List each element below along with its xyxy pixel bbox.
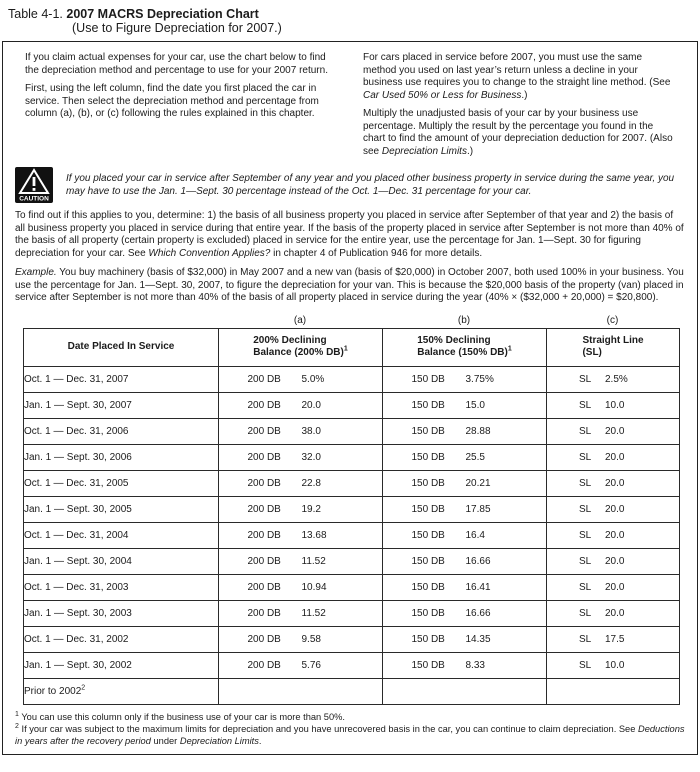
sl-cell	[547, 522, 680, 548]
text-segment: .	[258, 735, 262, 746]
date-placed-cell	[24, 444, 219, 470]
sl-cell	[547, 470, 680, 496]
header-label: 150% Declining	[417, 334, 491, 346]
depreciation-table-section	[23, 314, 679, 705]
percentage-value: 11.52	[301, 555, 326, 567]
method-label: SL	[579, 581, 592, 593]
title-main: 2007 MACRS Depreciation Chart	[66, 7, 259, 21]
percentage-value: 19.2	[301, 503, 321, 515]
method-label: 150 DB	[411, 581, 445, 593]
table-row	[24, 626, 680, 652]
sl-cell	[547, 600, 680, 626]
percentage-value: 13.68	[301, 529, 327, 541]
header-200db	[219, 328, 383, 366]
intro-columns	[25, 52, 675, 158]
date-label: Jan. 1 — Sept. 30, 2006	[24, 451, 132, 463]
db200-cell	[219, 496, 383, 522]
text-segment: .)	[466, 145, 474, 157]
method-label: 200 DB	[247, 581, 281, 593]
percentage-value: 11.52	[301, 607, 326, 619]
italic-reference: Which Convention Applies?	[148, 247, 271, 259]
intro-left-column	[25, 52, 337, 158]
intro-right-column	[363, 52, 675, 158]
header-150db	[383, 328, 547, 366]
title-subtitle: (Use to Figure Depreciation for 2007.)	[72, 21, 282, 35]
sl-cell	[547, 418, 680, 444]
date-placed-cell	[24, 392, 219, 418]
method-label: SL	[579, 503, 592, 515]
depreciation-table	[23, 328, 680, 705]
table-row	[24, 574, 680, 600]
footnote-marker: 2	[81, 684, 86, 692]
date-label: Jan. 1 — Sept. 30, 2003	[24, 607, 132, 619]
percentage-value: 20.21	[465, 477, 491, 489]
method-label: SL	[579, 555, 592, 567]
date-placed-cell	[24, 652, 219, 678]
example-paragraph	[15, 267, 685, 305]
footnotes	[15, 711, 685, 747]
percentage-value: 15.0	[465, 399, 485, 411]
method-label: 200 DB	[247, 555, 281, 567]
percentage-value: 20.0	[605, 529, 625, 541]
db200-cell	[219, 444, 383, 470]
percentage-value: 9.58	[301, 633, 321, 645]
table-row	[24, 600, 680, 626]
method-label: 150 DB	[411, 503, 445, 515]
italic-reference: Depreciation Limits	[381, 145, 467, 157]
method-label: 150 DB	[411, 659, 445, 671]
percentage-value: 5.76	[301, 659, 321, 671]
db150-cell	[383, 600, 547, 626]
db150-cell	[383, 444, 547, 470]
percentage-value: 2.5%	[605, 373, 628, 385]
date-label: Jan. 1 — Sept. 30, 2005	[24, 503, 132, 515]
title-line	[8, 7, 700, 21]
method-label: SL	[579, 529, 592, 541]
date-label: Jan. 1 — Sept. 30, 2004	[24, 555, 132, 567]
date-placed-cell	[24, 678, 219, 704]
footnote-marker: 1	[15, 710, 19, 718]
percentage-value: 22.8	[301, 477, 321, 489]
percentage-value: 20.0	[605, 581, 625, 593]
db200-cell	[219, 678, 383, 704]
table-row	[24, 366, 680, 392]
table-title	[0, 0, 700, 40]
sl-cell	[547, 652, 680, 678]
table-row	[24, 496, 680, 522]
sl-cell	[547, 366, 680, 392]
db150-cell	[383, 496, 547, 522]
method-label: SL	[579, 399, 592, 411]
method-label: 150 DB	[411, 399, 445, 411]
method-label: SL	[579, 373, 592, 385]
table-row	[24, 444, 680, 470]
intro-left-paragraph-2: First, using the left column, find the date you first placed the car in service. Then select the depreciation method and percentage from column (a), (b), or (c) following the rules explained in this chapter.	[25, 83, 319, 119]
date-placed-cell	[24, 574, 219, 600]
header-label: Balance (150% DB)	[417, 347, 508, 358]
title-prefix: Table 4-1.	[8, 7, 63, 21]
method-label: SL	[579, 659, 592, 671]
db200-cell	[219, 392, 383, 418]
column-letter-row	[23, 314, 679, 328]
percentage-value: 16.66	[465, 555, 491, 567]
italic-reference: Depreciation Limits	[179, 735, 259, 746]
caution-icon	[15, 167, 53, 203]
table-row	[24, 470, 680, 496]
table-row	[24, 418, 680, 444]
percentage-value: 5.0%	[301, 373, 325, 385]
header-label: Balance (200% DB)	[253, 347, 344, 358]
percentage-value: 16.4	[465, 529, 485, 541]
header-label: 200% Declining	[253, 334, 327, 346]
method-label: 200 DB	[247, 607, 281, 619]
date-label: Oct. 1 — Dec. 31, 2003	[24, 581, 129, 593]
date-label: Oct. 1 — Dec. 31, 2006	[24, 425, 129, 437]
percentage-value: 16.66	[465, 607, 491, 619]
db200-cell	[219, 418, 383, 444]
date-placed-cell	[24, 418, 219, 444]
method-label: SL	[579, 633, 592, 645]
db150-cell	[383, 470, 547, 496]
percentage-value: 20.0	[605, 555, 625, 567]
table-row	[24, 548, 680, 574]
sl-cell	[547, 574, 680, 600]
method-label: 150 DB	[411, 555, 445, 567]
text-segment: in chapter 4 of Publication 946 for more details.	[270, 247, 483, 259]
percentage-value: 38.0	[301, 425, 321, 437]
header-date-placed	[24, 328, 219, 366]
text-segment: under	[150, 735, 180, 746]
date-label: Oct. 1 — Dec. 31, 2002	[24, 633, 129, 645]
percentage-value: 32.0	[301, 451, 321, 463]
text-segment: Multiply the unadjusted basis of your car by your business use percentage. Multiply the result by the percentage you found in the chart to find the amount of your depreciation deduction for 2007. (Also see	[363, 108, 673, 157]
date-label: Prior to 2002	[24, 685, 82, 697]
text-segment: You buy machinery (basis of $32,000) in May 2007 and a new van (basis of $20,000) in October 2007, both used 100% in your business. You use the percentage for Jan. 1—Sept. 30, 2007, to figure the depreciation for your van. This is because the $20,000 basis of the property (van) placed in service after September is not more than 40% of the basis of all property placed in service during the year (40% × ($32,000 + 20,000) = $20,800).	[15, 267, 684, 303]
db150-cell	[383, 678, 547, 704]
percentage-value: 20.0	[605, 477, 625, 489]
italic-reference: Car Used 50% or Less for Business	[363, 89, 522, 101]
example-lead: Example.	[15, 267, 57, 278]
date-placed-cell	[24, 600, 219, 626]
percentage-value: 17.85	[465, 503, 491, 515]
db150-cell	[383, 574, 547, 600]
method-label: SL	[579, 477, 592, 489]
method-label: 150 DB	[411, 529, 445, 541]
header-label: Straight Line	[582, 334, 644, 346]
method-label: 200 DB	[247, 503, 281, 515]
percentage-value: 10.94	[301, 581, 327, 593]
db200-cell	[219, 652, 383, 678]
intro-left-paragraph-1: If you claim actual expenses for your car, use the chart below to find the depreciation method and percentage to use for your 2007 return.	[25, 52, 328, 76]
table-row	[24, 652, 680, 678]
date-label: Jan. 1 — Sept. 30, 2002	[24, 659, 132, 671]
intro-right-paragraph-2	[363, 108, 675, 158]
method-label: 150 DB	[411, 607, 445, 619]
method-label: 200 DB	[247, 633, 281, 645]
text-segment: .)	[521, 89, 528, 101]
percentage-value: 10.0	[605, 399, 625, 411]
db200-cell	[219, 548, 383, 574]
table-body	[24, 366, 680, 704]
db150-cell	[383, 418, 547, 444]
italic-reference: Deductions in years after the recovery period	[15, 723, 685, 746]
date-label: Jan. 1 — Sept. 30, 2007	[24, 399, 132, 411]
convention-paragraph	[15, 210, 685, 260]
column-letter-c: (c)	[606, 314, 619, 326]
method-label: 200 DB	[247, 659, 281, 671]
method-label: 150 DB	[411, 425, 445, 437]
db200-cell	[219, 366, 383, 392]
percentage-value: 28.88	[465, 425, 491, 437]
date-placed-cell	[24, 522, 219, 548]
db200-cell	[219, 626, 383, 652]
date-placed-cell	[24, 548, 219, 574]
table-header	[24, 328, 680, 366]
header-label: Date Placed In Service	[67, 340, 175, 352]
table-row	[24, 678, 680, 704]
sl-cell	[547, 626, 680, 652]
intro-right-paragraph-1	[363, 52, 675, 102]
date-label: Oct. 1 — Dec. 31, 2007	[24, 373, 129, 385]
db150-cell	[383, 392, 547, 418]
date-placed-cell	[24, 366, 219, 392]
footnote-marker: 2	[15, 722, 19, 730]
spacer	[23, 314, 218, 328]
column-letter-a: (a)	[293, 314, 307, 326]
percentage-value: 20.0	[605, 425, 625, 437]
db150-cell	[383, 652, 547, 678]
sl-cell	[547, 444, 680, 470]
method-label: 150 DB	[411, 477, 445, 489]
header-label: (SL)	[582, 347, 602, 358]
sl-cell	[547, 678, 680, 704]
sl-cell	[547, 392, 680, 418]
method-label: SL	[579, 451, 592, 463]
percentage-value: 20.0	[605, 451, 625, 463]
db150-cell	[383, 548, 547, 574]
method-label: 150 DB	[411, 451, 445, 463]
footnote-marker: 1	[343, 345, 348, 353]
method-label: SL	[579, 425, 592, 437]
method-label: 150 DB	[411, 633, 445, 645]
method-label: 200 DB	[247, 477, 281, 489]
db150-cell	[383, 522, 547, 548]
caution-icon-label: CAUTION	[19, 195, 49, 203]
table-row	[24, 522, 680, 548]
date-placed-cell	[24, 496, 219, 522]
sl-cell	[547, 548, 680, 574]
percentage-value: 20.0	[605, 607, 625, 619]
method-label: 200 DB	[247, 399, 281, 411]
date-label: Oct. 1 — Dec. 31, 2005	[24, 477, 129, 489]
percentage-value: 16.41	[465, 581, 491, 593]
footnote-1	[15, 711, 685, 723]
percentage-value: 3.75%	[465, 373, 494, 385]
method-label: 200 DB	[247, 529, 281, 541]
caution-text: If you placed your car in service after September of any year and you placed other business property in service during the same year, you may have to use the Jan. 1—Sept. 30 percentage instead of the Oct. 1—Dec. 31 percentage for your car.	[66, 173, 675, 197]
db200-cell	[219, 470, 383, 496]
db200-cell	[219, 522, 383, 548]
db200-cell	[219, 574, 383, 600]
header-straight-line	[547, 328, 680, 366]
percentage-value: 20.0	[605, 503, 625, 515]
percentage-value: 8.33	[465, 659, 485, 671]
date-placed-cell	[24, 626, 219, 652]
method-label: 200 DB	[247, 373, 281, 385]
sl-cell	[547, 496, 680, 522]
column-letter-b: (b)	[457, 314, 471, 326]
footnote-2	[15, 723, 685, 747]
date-placed-cell	[24, 470, 219, 496]
table-row	[24, 392, 680, 418]
date-label: Oct. 1 — Dec. 31, 2004	[24, 529, 129, 541]
caution-note	[15, 167, 683, 203]
method-label: SL	[579, 607, 592, 619]
method-label: 200 DB	[247, 451, 281, 463]
footnote-marker: 1	[507, 345, 512, 353]
db150-cell	[383, 366, 547, 392]
percentage-value: 14.35	[465, 633, 491, 645]
text-segment: If your car was subject to the maximum limits for depreciation and you have unrecovered basis in the car, you can continue to claim depreciation. See	[18, 723, 638, 734]
percentage-value: 25.5	[465, 451, 485, 463]
percentage-value: 20.0	[301, 399, 321, 411]
percentage-value: 10.0	[605, 659, 625, 671]
text-segment: For cars placed in service before 2007, you must use the same method you used on last year’s return unless a decline in your business use requires you to change to the straight line method. (See	[363, 52, 671, 88]
method-label: 150 DB	[411, 373, 445, 385]
db200-cell	[219, 600, 383, 626]
percentage-value: 17.5	[605, 633, 625, 645]
db150-cell	[383, 626, 547, 652]
method-label: 200 DB	[247, 425, 281, 437]
text-segment: You can use this column only if the business use of your car is more than 50%.	[18, 711, 345, 722]
chart-box	[2, 41, 698, 755]
text-segment: To find out if this applies to you, determine: 1) the basis of all business property you placed in service after September of that year and 2) the basis of all business property you placed in service during that entire year. If the basis of the property placed in service after September is not more than 40% of the basis of all property (certain property is excluded) placed in service for the entire year, use the percentage for Jan. 1—Sept. 30 for figuring depreciation for your car. See	[15, 210, 684, 259]
